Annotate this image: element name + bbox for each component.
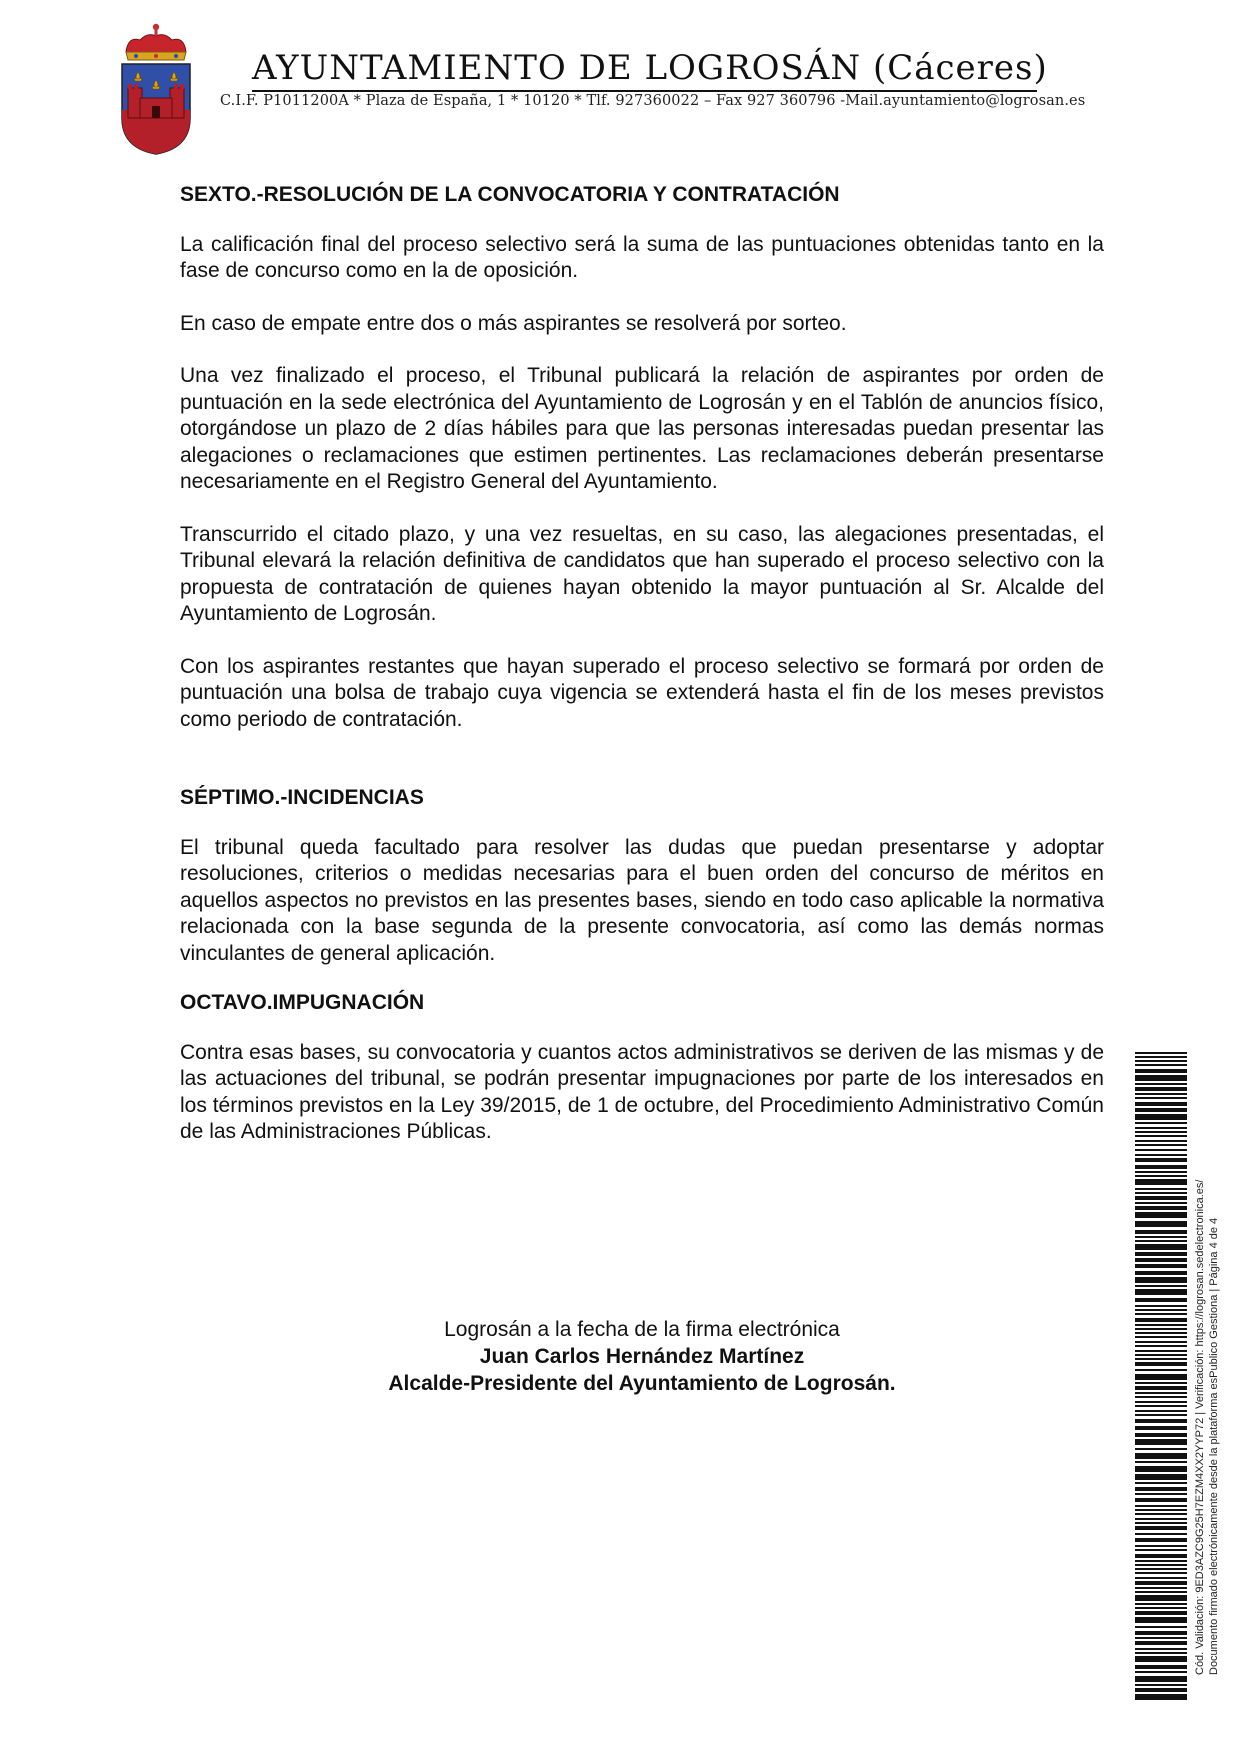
title-underline [252, 90, 1037, 92]
page-title: AYUNTAMIENTO DE LOGROSÁN (Cáceres) [252, 48, 1048, 88]
section-heading-sexto: SEXTO.-RESOLUCIÓN DE LA CONVOCATORIA Y CONTRATACIÓN [180, 183, 840, 206]
signature-block [180, 1316, 1104, 1397]
section-heading-octavo: OCTAVO.IMPUGNACIÓN [180, 991, 425, 1014]
barcode-icon [1135, 1052, 1187, 1702]
section-heading-septimo: SÉPTIMO.-INCIDENCIAS [180, 786, 424, 809]
coat-of-arms-icon [118, 22, 194, 155]
signature-place: Logrosán a la fecha de la firma electrónica [444, 1318, 840, 1341]
paragraph: Transcurrido el citado plazo, y una vez resueltas, en su caso, las alegaciones presentadas, el Tribunal elevará la relación definitiva de candidatos que han superado el proceso selectivo con la propuesta de contratación de quienes hayan obtenido la mayor puntuación al Sr. Alcalde del Ayuntamiento de Logrosán. [180, 522, 1104, 625]
signer-name: Juan Carlos Hernández Martínez [479, 1345, 805, 1368]
paragraph: La calificación final del proceso selectivo será la suma de las puntuaciones obtenidas tanto en la fase de concurso como en la de oposición. [180, 232, 1104, 282]
paragraph: El tribunal queda facultado para resolver las dudas que puedan presentarse y adoptar resoluciones, criterios o medidas necesarias para el buen orden del concurso de méritos en aquellos aspectos no previstos en las presentes bases, siendo en todo caso aplicable la normativa relacionada con la base segunda de la presente convocatoria, así como las demás normas vinculantes de general aplicación. [180, 835, 1104, 965]
paragraph: Una vez finalizado el proceso, el Tribunal publicará la relación de aspirantes por orden de puntuación en la sede electrónica del Ayuntamiento de Logrosán y en el Tablón de anuncios físico, otorgándose un plazo de 2 días hábiles para que las personas interesadas puedan presentar las alegaciones o reclamaciones que estimen pertinentes. Las reclamaciones deberán presentarse necesariamente en el Registro General del Ayuntamiento. [180, 364, 1104, 493]
paragraph: Con los aspirantes restantes que hayan superado el proceso selectivo se formará por orden de puntuación una bolsa de trabajo cuya vigencia se extenderá hasta el fin de los meses previstos como periodo de contratación. [180, 654, 1104, 731]
paragraph: Contra esas bases, su convocatoria y cuantos actos administrativos se deriven de las mismas y de las actuaciones del tribunal, se podrán presentar impugnaciones por parte de los interesados en los términos previstos en la Ley 39/2015, de 1 de octubre, del Procedimiento Administrativo Común de las Administraciones Públicas. [180, 1040, 1104, 1143]
document-body [180, 182, 1104, 1146]
validation-line: Documento firmado electrónicamente desde la plataforma esPublico Gestiona | Página 4 de 4 [1208, 1217, 1220, 1675]
paragraph: En caso de empate entre dos o más aspirantes se resolverá por sorteo. [180, 311, 847, 335]
contact-line: C.I.F. P1011200A * Plaza de España, 1 * 10120 * Tlf. 927360022 – Fax 927 360796 -Mail.ayuntamiento@logrosan.es [220, 93, 1086, 109]
validation-line: Cód. Validación: 9ED3AZC9G25H7EZM4XX2YYP72 | Verificación: https://logrosan.sedelectronica.es/ [1194, 1179, 1206, 1675]
validation-text [1193, 1035, 1221, 1675]
signer-role: Alcalde-Presidente del Ayuntamiento de Logrosán. [388, 1372, 896, 1395]
